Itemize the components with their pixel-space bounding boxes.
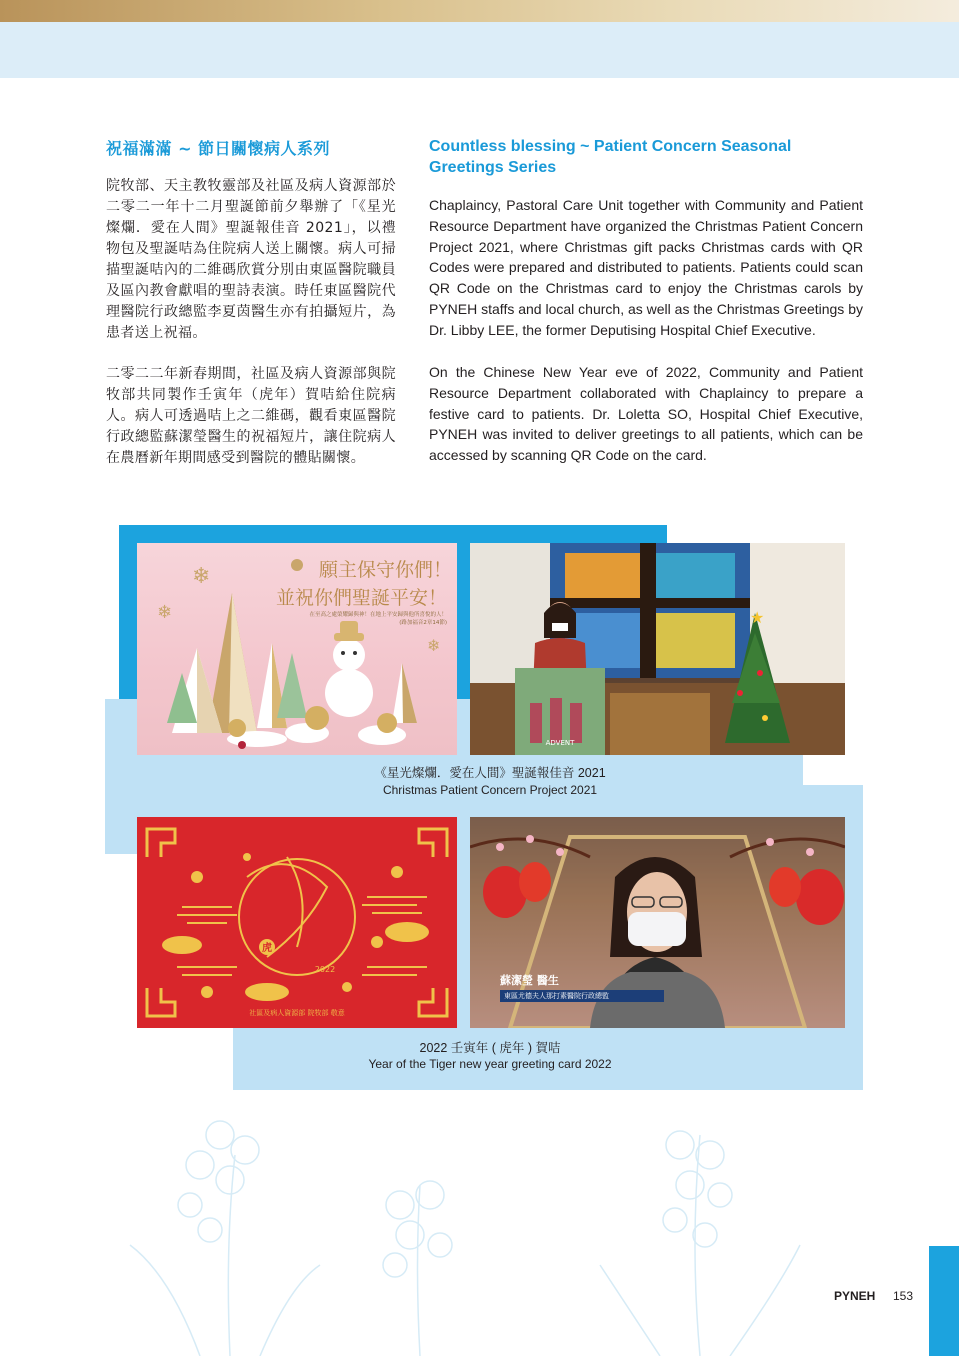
church-carol-photo — [470, 543, 845, 755]
svg-text:❄: ❄ — [157, 602, 173, 623]
paragraph-zh-2: 二零二二年新春期間，社區及病人資源部與院牧部共同製作壬寅年（虎年）賀咭給住院病人。病人可透過咭上之二維碼，觀看東區醫院行政總監蘇潔瑩醫生的祝福短片，讓住院病人在農曆新年期間感受到醫院的體貼關懷。 — [106, 366, 396, 466]
caption-1-zh: 《星光燦爛．愛在人間》聖誕報佳音 2021 — [374, 766, 606, 780]
doctor-name: 蘇潔瑩 醫生 — [500, 974, 559, 987]
svg-text:❄: ❄ — [192, 564, 211, 589]
caption-2-zh: 2022 壬寅年 ( 虎年 ) 賀咭 — [419, 1041, 561, 1055]
doctor-title: 東區尤德夫人那打素醫院行政總監 — [500, 990, 664, 1002]
doctor-greeting-video — [470, 817, 845, 1028]
header-gold-bar — [0, 0, 959, 22]
tiger-char: 虎 — [262, 943, 272, 954]
church-scene-illustration — [470, 543, 845, 755]
tiger-year: 2022 — [314, 965, 336, 974]
footer-brand: PYNEH — [834, 1289, 876, 1303]
tiger-card-footer: 社區及病人資源部 院牧部 敬意 — [249, 1009, 345, 1017]
tiger-card-illustration — [137, 817, 457, 1028]
christmas-card-image — [137, 543, 457, 755]
xmas-verse-ref: (路加福音2章14節) — [399, 620, 447, 626]
paragraph-en-1: Chaplaincy, Pastoral Care Unit together with Community and Patient Resource Department have organized the Christmas Patient Concern Project 2021, where Christmas gift packs Christmas cards with QR Codes were prepared and distributed to patients. Patients could scan QR Code on the Christmas card to enjoy the Christmas carols by PYNEH staffs and local church, as well as the Christmas Greetings by Dr. Libby LEE, the former Deputising Hospital Chief Executive. — [429, 197, 863, 338]
paragraph-zh-1: 院牧部、天主教牧靈部及社區及病人資源部於二零二一年十二月聖誕節前夕舉辦了「《星光燦爛．愛在人間》聖誕報佳音 2021」，以禮物包及聖誕咭為住院病人送上關懷。病人可掃描聖誕咭內的二維碼欣賞分別由東區醫院職員及區內教會獻唱的聖詩表演。時任東區醫院代理醫院行政總監李夏茵醫生亦有拍攝短片，為患者送上祝福。 — [106, 178, 396, 341]
svg-text:❄: ❄ — [427, 636, 441, 655]
paragraph-en-2: On the Chinese New Year eve of 2022, Community and Patient Resource Department collaborated with Chaplaincy to prepare a festive card to patients. Dr. Loletta SO, Hospital Chief Executive, PYNEH was invited to deliver greetings to all patients, which can be accessed by scanning QR Code on the card. — [429, 364, 863, 464]
caption-2-en: Year of the Tiger new year greeting card 2022 — [368, 1057, 612, 1071]
tiger-card-image — [137, 817, 457, 1028]
header-blue-band — [0, 22, 959, 78]
floral-watermark — [0, 1095, 959, 1356]
xmas-greeting-line1: 願主保守你們！ — [318, 559, 452, 581]
side-tab — [929, 1246, 959, 1356]
caption-1-en: Christmas Patient Concern Project 2021 — [382, 783, 598, 797]
svg-text:★: ★ — [750, 608, 765, 627]
section-heading-en: Countless blessing ~ Patient Concern Seasonal Greetings Series — [429, 138, 792, 176]
xmas-greeting-line2: 並祝你們聖誕平安！ — [275, 587, 447, 609]
section-heading-zh: 祝福滿滿 ~ 節日關懷病人系列 — [106, 139, 331, 158]
podium-text: ADVENT — [545, 739, 575, 747]
page-number: 153 — [893, 1289, 914, 1303]
xmas-verse: 在至高之處榮耀歸與神！在地上平安歸與他所喜悅的人！ — [309, 612, 447, 618]
